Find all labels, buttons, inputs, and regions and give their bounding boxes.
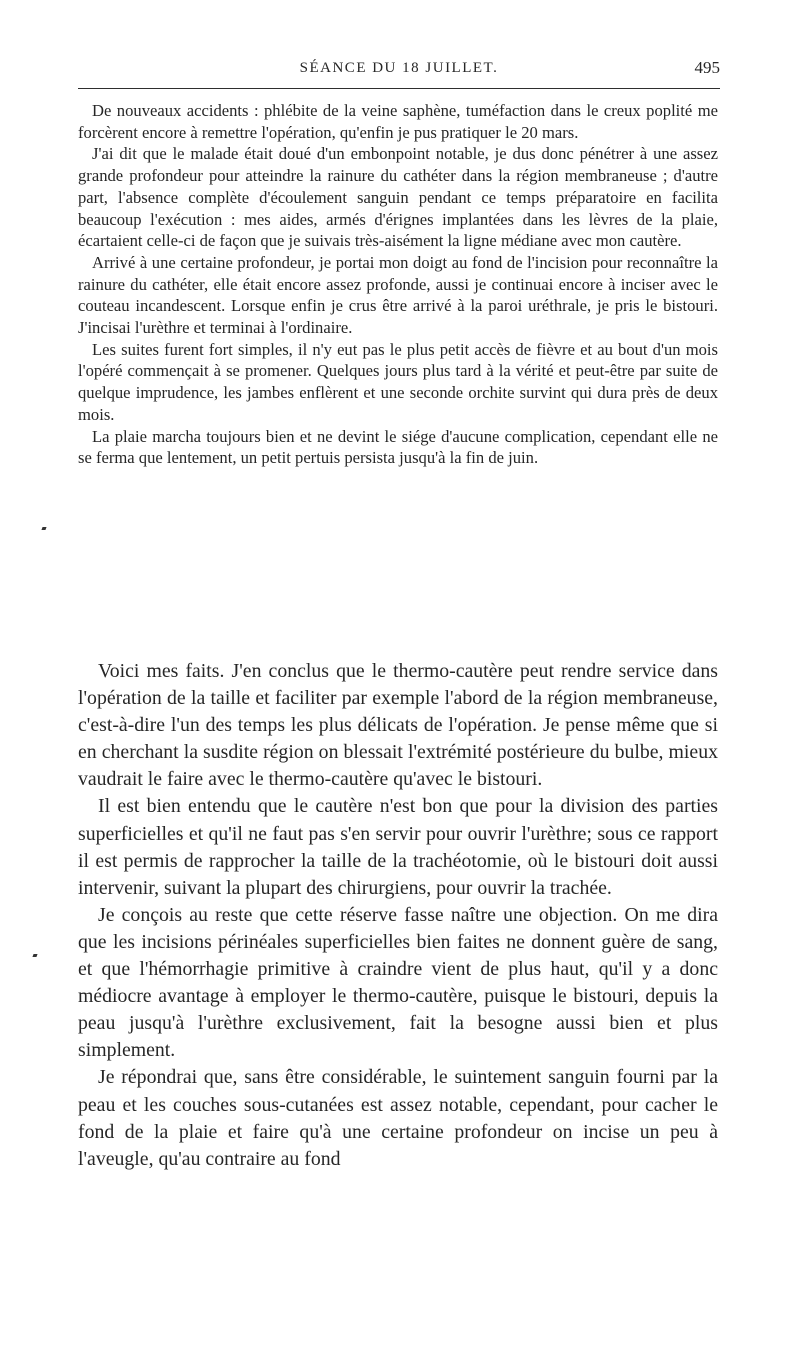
paragraph: J'ai dit que le malade était doué d'un embonpoint notable, je dus donc pénétrer à une assez grande profondeur pour atteindre la rainure du cathéter dans la région membraneuse ; d'autre part, l'absence complète d'écoulement sanguin pendant ce temps préparatoire en facilita beaucoup l'exécution : mes aides, armés d'érignes implantées dans les lèvres de la plaie, écartaient celle-ci de façon que je suivais très-aisément la ligne médiane avec mon cautère. [78, 144, 718, 251]
paragraph: De nouveaux accidents : phlébite de la veine saphène, tuméfaction dans le creux poplité me forcèrent encore à remettre l'opération, qu'enfin je pus pratiquer le 20 mars. [78, 101, 718, 142]
paragraph: Je répondrai que, sans être considérable, le suintement sanguin fourni par la peau et les couches sous-cutanées est assez notable, cependant, pour cacher le fond de la plaie et faire qu'à une certaine profondeur on incise un peu à l'aveugle, qu'au contraire au fond [78, 1066, 718, 1170]
conclusion-section [78, 658, 718, 1173]
margin-ink-mark [41, 527, 46, 530]
paragraph: Les suites furent fort simples, il n'y eut pas le plus petit accès de fièvre et au bout d'un mois l'opéré commençait à se promener. Quelques jours plus tard à la vérité et peut-être par suite de quelque imprudence, les jambes enflèrent et une seconde orchite survint qui dura près de deux mois. [78, 339, 718, 424]
running-title: SÉANCE DU 18 JUILLET. [299, 60, 499, 76]
paragraph: Je conçois au reste que cette réserve fasse naître une objection. On me dira que les incisions périnéales superficielles bien faites ne donnent guère de sang, et que l'hémorrhagie primitive à craindre vient de plus haut, qu'il y a donc médiocre avantage à employer le thermo-cautère, puisque le bistouri, depuis la peau jusqu'à l'urèthre exclusivement, fait la besogne aussi bien et plus simplement. [78, 903, 718, 1062]
running-header [78, 56, 720, 82]
paragraph: Il est bien entendu que le cautère n'est bon que pour la division des parties superficielles et qu'il ne faut pas s'en servir pour ouvrir l'urèthre; sous ce rapport il est permis de rapprocher la taille de la trachéotomie, où le bistouri doit aussi intervenir, suivant la plupart des chirurgiens, pour ouvrir la trachée. [78, 795, 718, 899]
paragraph: Arrivé à une certaine profondeur, je portai mon doigt au fond de l'incision pour reconnaître la rainure du cathéter, elle était encore assez profonde, aussi je continuai encore à inciser avec le couteau incandescent. Lorsque enfin je crus être arrivé à la paroi uréthrale, je pris le bistouri. J'incisai l'urèthre et terminai à l'ordinaire. [78, 252, 718, 338]
header-rule [78, 88, 720, 89]
margin-ink-mark [32, 954, 37, 957]
page-number: 495 [694, 58, 720, 77]
case-report-section [78, 100, 718, 469]
paragraph: Voici mes faits. J'en conclus que le thermo-cautère peut rendre service dans l'opération de la taille et faciliter par exemple l'abord de la région membraneuse, c'est-à-dire l'un des temps les plus délicats de l'opération. Je pense même que si en cherchant la susdite région on blessait l'extrémité postérieure du bulbe, mieux vaudrait le faire avec le thermo-cautère qu'avec le bistouri. [78, 660, 718, 791]
paragraph: La plaie marcha toujours bien et ne devint le siége d'aucune complication, cependant elle ne se ferma que lentement, un petit pertuis persista jusqu'à la fin de juin. [78, 426, 718, 468]
